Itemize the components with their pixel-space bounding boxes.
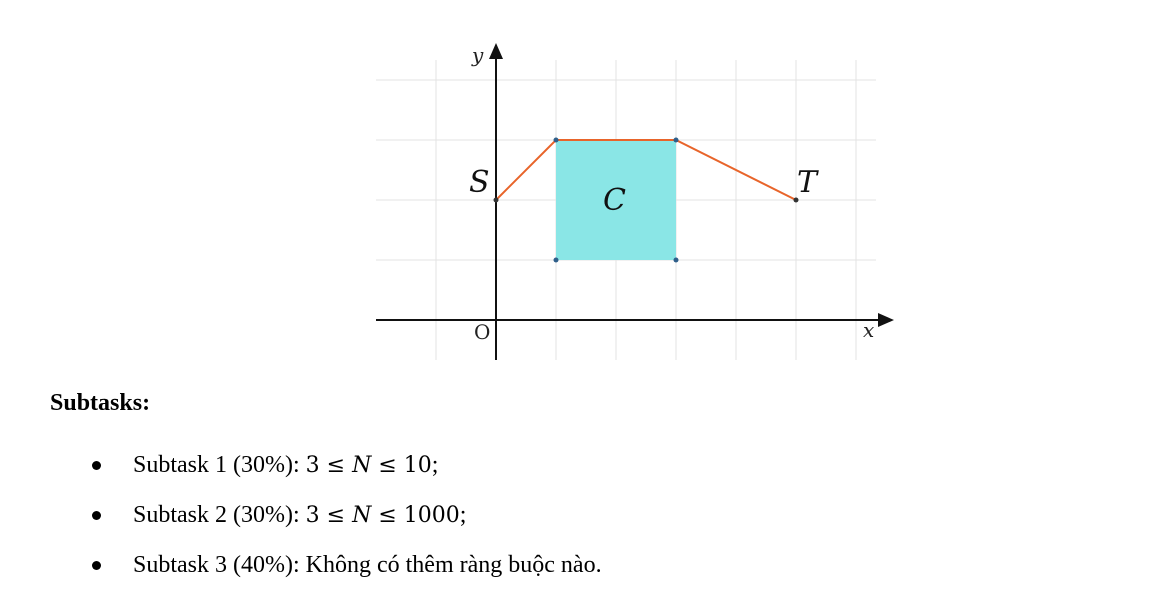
subtask-label: Subtask 3 (40%): Không có thêm ràng buộc nào.: [133, 552, 602, 578]
subtask-text: [133, 490, 466, 541]
math-part: 3 ≤: [305, 453, 353, 478]
figure-svg: [360, 38, 920, 368]
subtask-text: [133, 440, 438, 491]
vertex-point: [674, 258, 679, 263]
origin-label: O: [474, 320, 491, 344]
math-variable: N: [352, 453, 372, 478]
y-axis-arrow-icon: [489, 43, 503, 59]
bullet-icon: [92, 561, 101, 570]
subtask-suffix: ;: [431, 452, 439, 478]
coordinate-figure: [360, 38, 920, 368]
point-s: [494, 198, 499, 203]
subtasks-heading: Subtasks:: [50, 390, 151, 416]
math-expression: [306, 503, 460, 528]
y-axis-label: y: [472, 43, 484, 67]
label-s: S: [469, 165, 490, 200]
label-c: C: [603, 183, 626, 218]
math-part: 3 ≤: [305, 503, 353, 528]
math-variable: N: [352, 503, 372, 528]
subtask-text: [133, 540, 602, 590]
math-part: ≤ 10: [371, 453, 432, 478]
math-expression: [306, 453, 432, 478]
label-t: T: [797, 165, 818, 200]
subtask-suffix: ;: [459, 502, 467, 528]
bullet-icon: [92, 461, 101, 470]
subtask-label: Subtask 1 (30%):: [133, 452, 306, 478]
bullet-icon: [92, 511, 101, 520]
subtask-label: Subtask 2 (30%):: [133, 502, 306, 528]
vertex-point: [554, 258, 559, 263]
x-axis-label: x: [863, 318, 875, 342]
math-part: ≤ 1000: [371, 503, 460, 528]
vertex-point: [674, 138, 679, 143]
x-axis-arrow-icon: [878, 313, 894, 327]
vertex-point: [554, 138, 559, 143]
